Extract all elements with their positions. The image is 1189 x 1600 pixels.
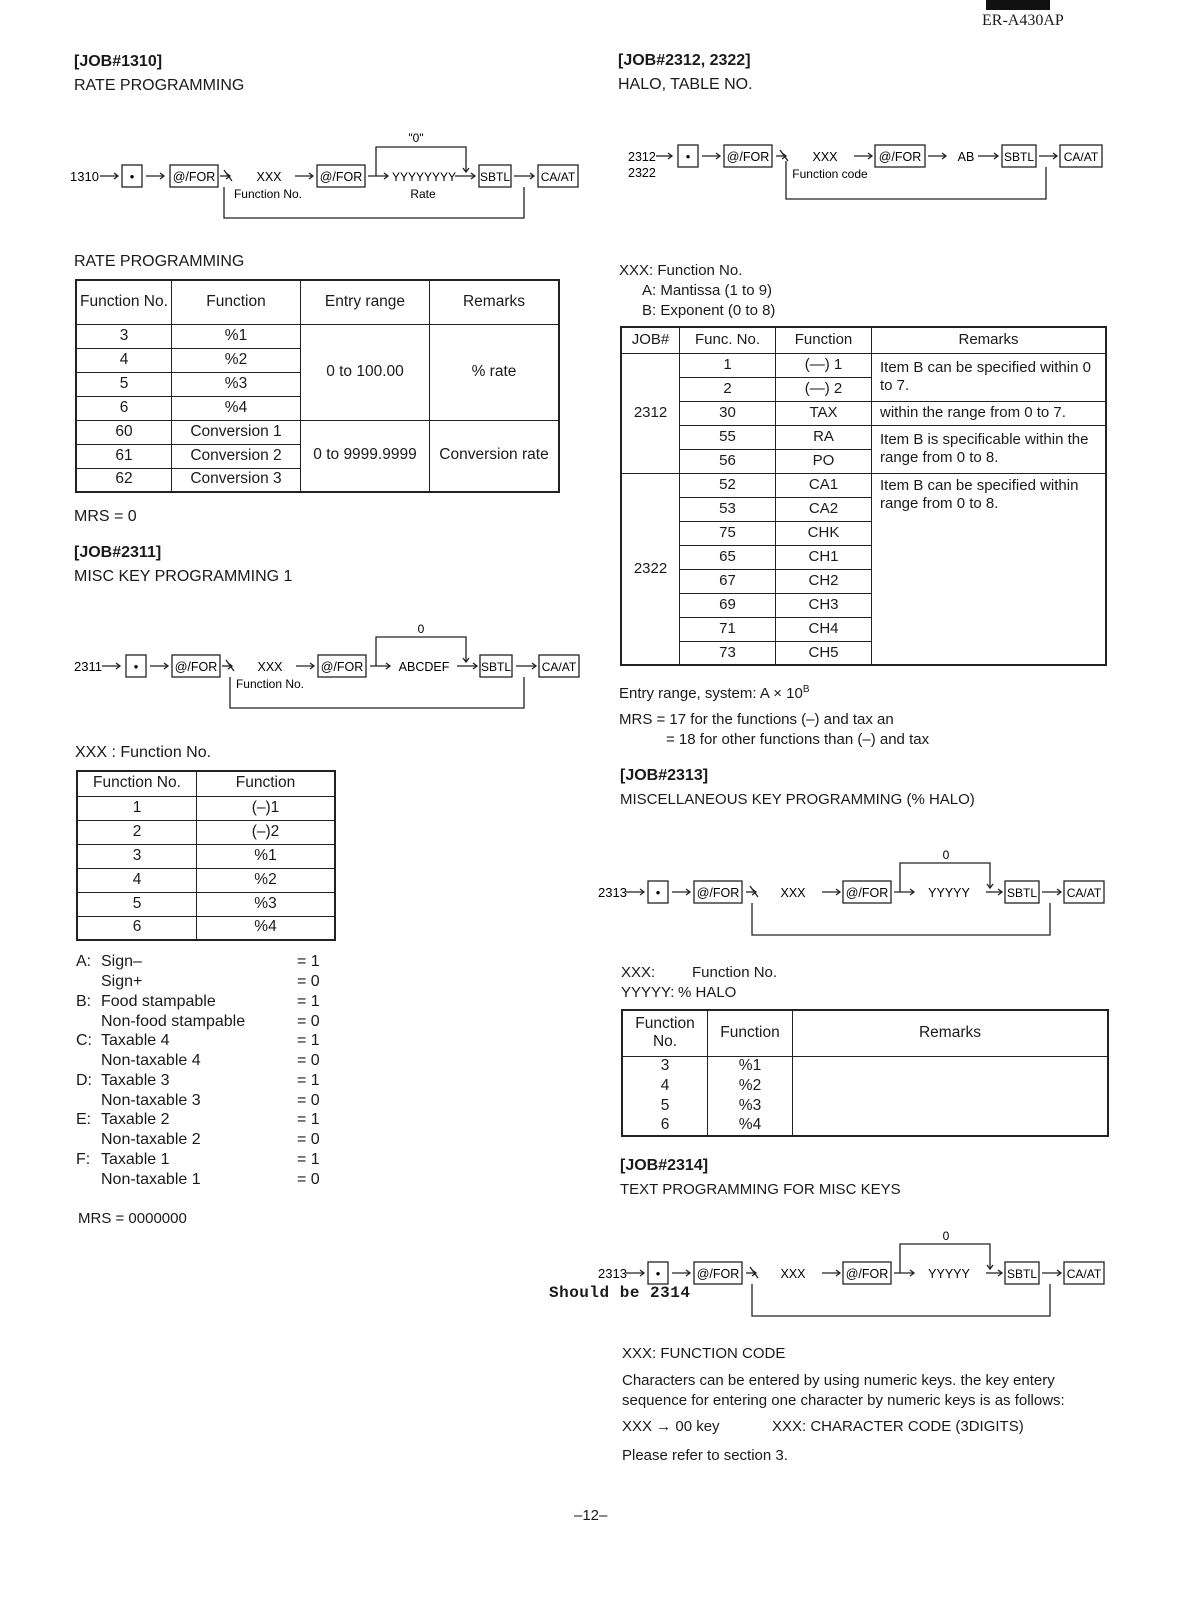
table-cell: CA1: [776, 473, 872, 497]
table-cell: %2: [197, 868, 336, 892]
d2312-for1: @/FOR: [726, 150, 770, 164]
job2312-mrs1: MRS = 17 for the functions (–) and tax an: [619, 711, 894, 728]
remark-a2: within the range from 0 to 7.: [872, 401, 1107, 425]
table-cell: CHK: [776, 521, 872, 545]
setting-letter: A:: [76, 953, 92, 970]
job1310-mrs: MRS = 0: [74, 508, 137, 525]
setting-value: = 0: [297, 1171, 320, 1188]
page-number: –12–: [574, 1507, 608, 1524]
table-cell: 56: [680, 449, 776, 473]
setting-label: Food stampable: [101, 993, 216, 1010]
setting-label: Non-taxable 4: [101, 1052, 201, 1069]
d1310-start: 1310: [70, 169, 99, 184]
table-cell: 6: [622, 1116, 708, 1136]
th-remarks: Remarks: [872, 327, 1107, 353]
table-cell: (–)2: [197, 820, 336, 844]
job2314-subtitle: TEXT PROGRAMMING FOR MISC KEYS: [620, 1181, 901, 1198]
d2311-xxx: XXX: [257, 660, 283, 674]
job2313-note1-val: Function No.: [692, 964, 778, 981]
d2311-sbtl: SBTL: [480, 660, 512, 674]
d2314-sbtl: SBTL: [1006, 1267, 1038, 1281]
job2314-seq1: XXX → 00 key: [622, 1418, 720, 1435]
table-cell: 67: [680, 569, 776, 593]
table-cell: (—) 1: [776, 353, 872, 377]
table-cell: 69: [680, 593, 776, 617]
job2311-mrs: MRS = 0000000: [78, 1210, 187, 1227]
table-cell: 6: [76, 396, 172, 420]
setting-value: = 1: [297, 1151, 320, 1168]
table-cell: %4: [708, 1116, 793, 1136]
table-cell: %4: [197, 916, 336, 940]
setting-value: = 1: [297, 1111, 320, 1128]
d2312-sbtl: SBTL: [1003, 150, 1035, 164]
th-function-no: Function No.: [76, 280, 172, 324]
job1310-title: [JOB#1310]: [74, 53, 163, 70]
d1310-dot: •: [129, 169, 135, 184]
d2311-zero: 0: [417, 622, 425, 636]
setting-label: Non-taxable 1: [101, 1171, 201, 1188]
table-cell: %2: [708, 1076, 793, 1096]
setting-label: Taxable 2: [101, 1111, 170, 1128]
table-cell: 52: [680, 473, 776, 497]
job2314-title: [JOB#2314]: [620, 1157, 709, 1174]
setting-label: Taxable 4: [101, 1032, 170, 1049]
setting-value: = 0: [297, 1131, 320, 1148]
table-cell: PO: [776, 449, 872, 473]
th-function: Function: [197, 771, 336, 796]
job2312-subtitle: HALO, TABLE NO.: [618, 76, 753, 93]
table-cell: 71: [680, 617, 776, 641]
table-cell: %1: [172, 324, 301, 348]
d1310-sbtl: SBTL: [479, 170, 511, 184]
d2311-caat: CA/AT: [541, 660, 577, 674]
d1310-fn-label: Function No.: [233, 187, 303, 201]
d2312-start2: 2322: [628, 166, 656, 180]
d2314-start: 2313: [598, 1266, 627, 1281]
job1310-diagram: [70, 125, 590, 225]
th-function-no: Function No.: [622, 1010, 708, 1056]
d2312-val: AB: [957, 150, 975, 164]
entry-range-sup: B: [802, 684, 810, 695]
setting-label: Sign–: [101, 953, 142, 970]
job2314-note1: XXX: FUNCTION CODE: [622, 1345, 786, 1362]
table-cell: 6: [77, 916, 197, 940]
remarks-empty: [793, 1056, 1109, 1136]
job2312-note-xxx: XXX: Function No.: [619, 262, 743, 279]
d2313-for1: @/FOR: [696, 886, 740, 900]
range-conversion: 0 to 9999.9999: [301, 420, 430, 492]
table-cell: 65: [680, 545, 776, 569]
table-cell: 2: [77, 820, 197, 844]
d2312-start1: 2312: [628, 150, 656, 164]
d2314-zero: 0: [942, 1229, 950, 1243]
table-cell: 73: [680, 641, 776, 665]
setting-label: Non-taxable 3: [101, 1092, 201, 1109]
job2312-entry-range: [619, 684, 810, 702]
th-function: Function: [776, 327, 872, 353]
job2314-paragraph: Characters can be entered by using numeric keys. the key entery sequence for entering one character by numeric keys is as follows:: [622, 1372, 1065, 1409]
d1310-caat: CA/AT: [540, 170, 576, 184]
th-func-no: Func. No.: [680, 327, 776, 353]
table-cell: %1: [708, 1056, 793, 1076]
d1310-xxx: XXX: [256, 170, 282, 184]
d1310-rate-val: YYYYYYYY: [391, 170, 457, 184]
d2311-start: 2311: [74, 659, 102, 674]
job2311-table: [76, 770, 336, 941]
remark-b: Item B can be specified within range from 0 to 8.: [872, 473, 1107, 665]
d2314-dot: •: [655, 1266, 661, 1281]
job2312-note-a: A: Mantissa (1 to 9): [642, 282, 773, 299]
range-rate: 0 to 100.00: [301, 324, 430, 420]
th-remarks: Remarks: [793, 1010, 1109, 1056]
d2314-for2: @/FOR: [845, 1267, 889, 1281]
table-cell: TAX: [776, 401, 872, 425]
job2311-subtitle: MISC KEY PROGRAMMING 1: [74, 568, 293, 585]
job2311-xxx-note: XXX : Function No.: [75, 744, 212, 761]
job2313-note2-key: YYYYY:: [621, 984, 675, 1001]
table-cell: Conversion 1: [172, 420, 301, 444]
setting-letter: B:: [76, 993, 92, 1010]
job2313-note1-key: XXX:: [621, 964, 656, 981]
table-cell: %4: [172, 396, 301, 420]
d2312-dot: •: [685, 149, 691, 164]
d2313-caat: CA/AT: [1066, 886, 1102, 900]
table-cell: %2: [172, 348, 301, 372]
job2311-diagram: [72, 618, 592, 713]
job1310-subtitle: RATE PROGRAMMING: [74, 77, 245, 94]
th-entry-range: Entry range: [301, 280, 430, 324]
table-cell: (—) 2: [776, 377, 872, 401]
job2313-diagram: [596, 845, 1116, 940]
job1310-table-title: RATE PROGRAMMING: [74, 253, 245, 270]
table-cell: %1: [197, 844, 336, 868]
setting-value: = 0: [297, 1013, 320, 1030]
job2313-note2-val: % HALO: [678, 984, 737, 1001]
setting-value: = 1: [297, 1072, 320, 1089]
d2311-fn-label: Function No.: [235, 677, 305, 691]
remark-a3: Item B is specificable within the range from 0 to 8.: [872, 425, 1107, 473]
table-cell: 53: [680, 497, 776, 521]
job1310-table: [75, 279, 560, 493]
table-cell: 3: [76, 324, 172, 348]
table-cell: 30: [680, 401, 776, 425]
setting-letter: E:: [76, 1111, 92, 1128]
table-cell: %3: [172, 372, 301, 396]
th-remarks: Remarks: [430, 280, 560, 324]
header-bar: [986, 0, 1050, 10]
table-cell: 4: [77, 868, 197, 892]
table-cell: CH2: [776, 569, 872, 593]
remark-rate: % rate: [430, 324, 560, 420]
d1310-for2: @/FOR: [319, 170, 363, 184]
setting-value: = 0: [297, 1052, 320, 1069]
job2312-title: [JOB#2312, 2322]: [618, 52, 751, 69]
d2312-xxx: XXX: [812, 150, 838, 164]
setting-value: = 1: [297, 993, 320, 1010]
d2314-caat: CA/AT: [1066, 1267, 1102, 1281]
d2313-zero: 0: [942, 848, 950, 862]
setting-label: Taxable 3: [101, 1072, 170, 1089]
remark-a1: Item B can be specified within 0 to 7.: [872, 353, 1107, 401]
table-cell: 5: [622, 1096, 708, 1116]
entry-range-text: Entry range, system: A × 10: [619, 685, 803, 702]
table-cell: 3: [622, 1056, 708, 1076]
d2314-for1: @/FOR: [696, 1267, 740, 1281]
job2311-title: [JOB#2311]: [74, 544, 162, 561]
table-cell: CA2: [776, 497, 872, 521]
setting-label: Non-taxable 2: [101, 1131, 201, 1148]
d2313-xxx: XXX: [780, 886, 806, 900]
d2312-for2: @/FOR: [878, 150, 922, 164]
setting-value: = 1: [297, 953, 320, 970]
table-cell: 1: [77, 796, 197, 820]
table-cell: 60: [76, 420, 172, 444]
setting-label: Sign+: [101, 973, 143, 990]
d2312-caat: CA/AT: [1063, 150, 1099, 164]
table-cell: 4: [76, 348, 172, 372]
d1310-zero: "0": [408, 131, 424, 145]
d2311-dot: •: [133, 659, 139, 674]
table-cell: CH5: [776, 641, 872, 665]
table-cell: CH1: [776, 545, 872, 569]
d2311-for2: @/FOR: [320, 660, 364, 674]
setting-value: = 0: [297, 1092, 320, 1109]
th-function-no: Function No.: [77, 771, 197, 796]
d2314-val: YYYYY: [928, 1267, 970, 1281]
setting-letter: C:: [76, 1032, 92, 1049]
setting-value: = 0: [297, 973, 320, 990]
job2313-title: [JOB#2313]: [620, 767, 709, 784]
d2313-start: 2313: [598, 885, 627, 900]
table-cell: 55: [680, 425, 776, 449]
d2313-for2: @/FOR: [845, 886, 889, 900]
d2311-val: ABCDEF: [398, 660, 450, 674]
table-cell: 3: [77, 844, 197, 868]
table-cell: Conversion 2: [172, 444, 301, 468]
table-cell: 5: [77, 892, 197, 916]
remark-conversion: Conversion rate: [430, 420, 560, 492]
table-cell: 61: [76, 444, 172, 468]
table-cell: 75: [680, 521, 776, 545]
table-cell: 1: [680, 353, 776, 377]
table-cell: Conversion 3: [172, 468, 301, 492]
table-cell: %3: [197, 892, 336, 916]
table-cell: CH4: [776, 617, 872, 641]
job2313-table: [621, 1009, 1109, 1137]
job2314-seq2: XXX: CHARACTER CODE (3DIGITS): [772, 1418, 1024, 1435]
table-cell: 4: [622, 1076, 708, 1096]
d2313-val: YYYYY: [928, 886, 970, 900]
table-cell: 2: [680, 377, 776, 401]
setting-letter: D:: [76, 1072, 92, 1089]
d1310-for1: @/FOR: [172, 170, 216, 184]
job2314-refer: Please refer to section 3.: [622, 1447, 788, 1464]
d2313-dot: •: [655, 885, 661, 900]
setting-label: Non-food stampable: [101, 1013, 246, 1030]
d2314-xxx: XXX: [780, 1267, 806, 1281]
job-2312-cell: 2312: [621, 353, 680, 473]
setting-label: Taxable 1: [101, 1151, 170, 1168]
job-2322-cell: 2322: [621, 473, 680, 665]
job2312-diagram: [626, 140, 1116, 208]
d1310-rate-label: Rate: [410, 187, 436, 201]
table-cell: CH3: [776, 593, 872, 617]
table-cell: 62: [76, 468, 172, 492]
job2313-subtitle: MISCELLANEOUS KEY PROGRAMMING (% HALO): [620, 791, 975, 808]
job2314-correction: Should be 2314: [549, 1284, 691, 1302]
job2312-note-b: B: Exponent (0 to 8): [642, 302, 776, 319]
job2314-diagram: [596, 1226, 1116, 1321]
table-cell: 5: [76, 372, 172, 396]
job2312-table: [620, 326, 1107, 666]
th-job: JOB#: [621, 327, 680, 353]
table-cell: (–)1: [197, 796, 336, 820]
table-cell: %3: [708, 1096, 793, 1116]
d2311-for1: @/FOR: [174, 660, 218, 674]
table-cell: RA: [776, 425, 872, 449]
setting-value: = 1: [297, 1032, 320, 1049]
job2312-mrs2: = 18 for other functions than (–) and tax: [666, 731, 930, 748]
d2312-fn-label: Function code: [792, 167, 868, 181]
d2313-sbtl: SBTL: [1006, 886, 1038, 900]
model-number: ER-A430AP: [982, 12, 1064, 29]
th-function: Function: [172, 280, 301, 324]
th-function: Function: [708, 1010, 793, 1056]
setting-letter: F:: [76, 1151, 91, 1168]
